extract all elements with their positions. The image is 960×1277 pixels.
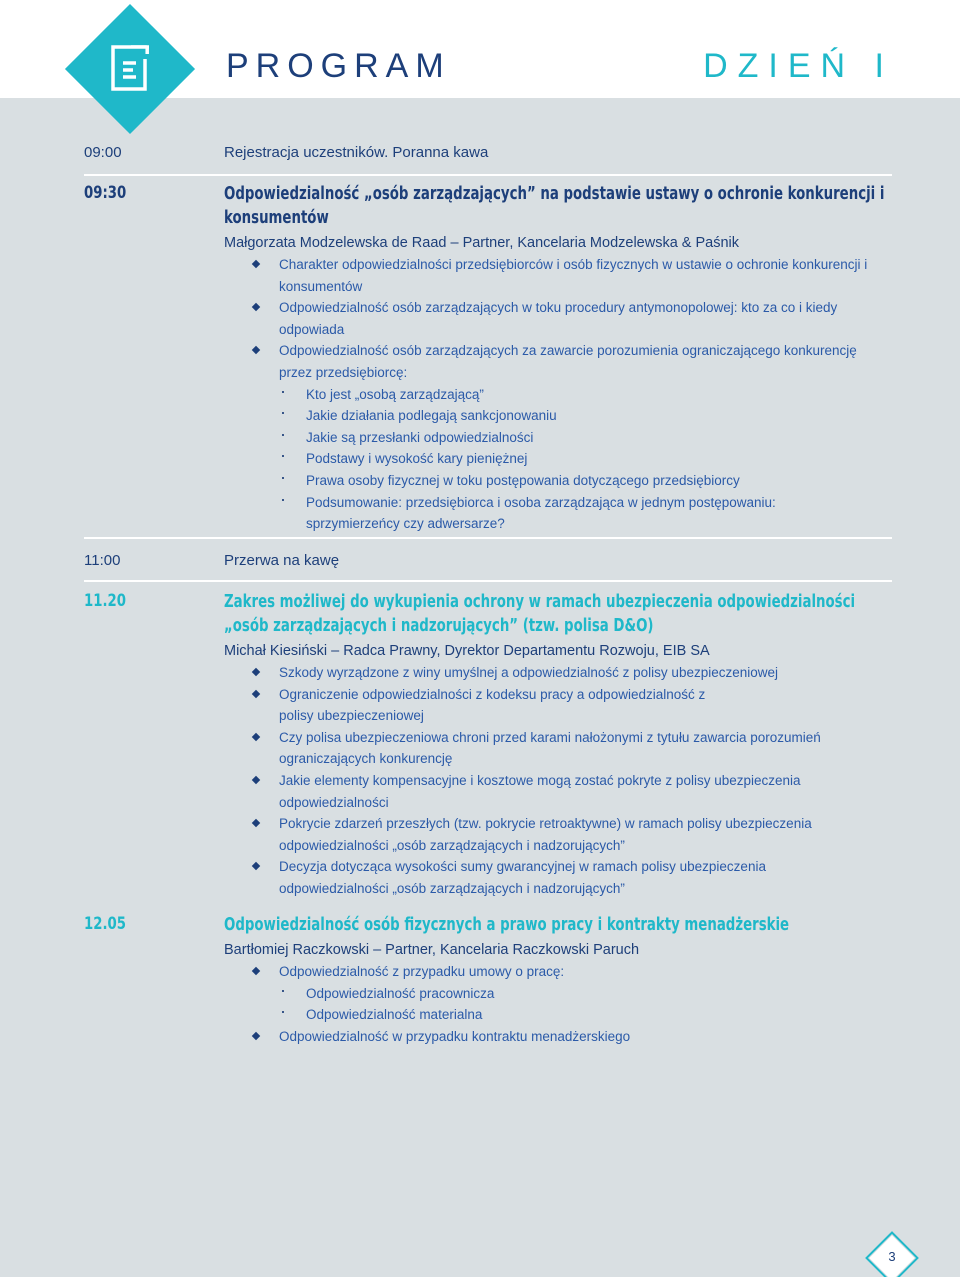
session-title: Odpowiedzialność „osób zarządzających” na podstawie ustawy o ochronie konkurencji i konsumentów xyxy=(224,183,885,228)
session-speaker: Małgorzata Modzelewska de Raad – Partner, Kancelaria Modzelewska & Paśnik xyxy=(224,235,740,251)
sub-list-item: · Jakie działania podlegają sankcjonowaniu xyxy=(224,405,892,427)
session-time: 09:30 xyxy=(84,183,127,203)
sub-list-item: · Prawa osoby fizycznej w toku postępowania dotyczącego przedsiębiorcy xyxy=(224,470,892,492)
sub-list-item: · Odpowiedzialność materialna xyxy=(224,1004,892,1026)
day-label: DZIEŃ I xyxy=(703,47,894,85)
session-title: Odpowiedzialność osób fizycznych a prawo pracy i kontrakty menadżerskie xyxy=(224,914,790,935)
list-item: Charakter odpowiedzialności przedsiębiorców i osób fizycznych w ustawie o ochronie konkurencji i konsumentów xyxy=(224,254,892,297)
session-time: 11.20 xyxy=(84,591,126,611)
sub-list-item: · Kto jest „osobą zarządzającą” xyxy=(224,384,892,406)
list-item: Czy polisa ubezpieczeniowa chroni przed karami nałożonymi z tytułu zawarcia porozumień ograniczających konkurencję xyxy=(224,727,892,770)
sub-list-item: · Odpowiedzialność pracownicza xyxy=(224,983,892,1005)
page-number-badge xyxy=(870,1236,914,1277)
sub-list-item: · Jakie są przesłanki odpowiedzialności xyxy=(224,427,892,449)
list-item: Ograniczenie odpowiedzialności z kodeksu pracy a odpowiedzialność z polisy ubezpieczeniowej xyxy=(224,684,892,727)
sub-list-item: · Podstawy i wysokość kary pieniężnej xyxy=(224,448,892,470)
list-item: Jakie elementy kompensacyjne i kosztowe mogą zostać pokryte z polisy ubezpieczenia odpowiedzialności xyxy=(224,770,892,813)
session-time: 09:00 xyxy=(84,144,122,161)
list-item: Odpowiedzialność z przypadku umowy o pracę: xyxy=(224,961,892,983)
session-text: Rejestracja uczestników. Poranna kawa xyxy=(224,144,489,161)
divider xyxy=(84,580,892,582)
session-speaker: Bartłomiej Raczkowski – Partner, Kancelaria Raczkowski Paruch xyxy=(224,942,640,958)
session-text: Przerwa na kawę xyxy=(224,552,340,569)
list-item: Odpowiedzialność osób zarządzających w toku procedury antymonopolowej: kto za co i kiedy odpowiada xyxy=(224,297,892,340)
list-item: Odpowiedzialność osób zarządzających za zawarcie porozumienia ograniczającego konkurencję przez przedsiębiorcę: xyxy=(224,340,892,383)
divider xyxy=(84,537,892,539)
divider xyxy=(84,174,892,176)
session-speaker: Michał Kiesiński – Radca Prawny, Dyrektor Departamentu Rozwoju, EIB SA xyxy=(224,643,710,659)
list-item: Szkody wyrządzone z winy umyślnej a odpowiedzialność z polisy ubezpieczeniowej xyxy=(224,662,892,684)
list-item: Decyzja dotycząca wysokości sumy gwarancyjnej w ramach polisy ubezpieczenia odpowiedzialności „osób zarządzających i nadzorujących” xyxy=(224,856,892,899)
page-number: 3 xyxy=(888,1249,896,1264)
session-title: Zakres możliwej do wykupienia ochrony w ramach ubezpieczenia odpowiedzialności „osób zarządzających i nadzorujących” (tzw. polisa D&O) xyxy=(224,591,856,636)
list-item: Pokrycie zdarzeń przeszłych (tzw. pokrycie retroaktywne) w ramach polisy ubezpieczenia odpowiedzialności „osób zarządzających i nadzorujących” xyxy=(224,813,892,856)
page-title: PROGRAM xyxy=(226,47,451,85)
document-icon xyxy=(109,44,153,92)
sub-list-item: · Podsumowanie: przedsiębiorca i osoba zarządzająca w jednym postępowaniu: sprzymierzeńcy czy adwersarze? xyxy=(224,492,892,535)
list-item: Odpowiedzialność w przypadku kontraktu menadżerskiego xyxy=(224,1026,892,1048)
session-time: 11:00 xyxy=(84,552,121,569)
session-time: 12.05 xyxy=(84,914,126,934)
